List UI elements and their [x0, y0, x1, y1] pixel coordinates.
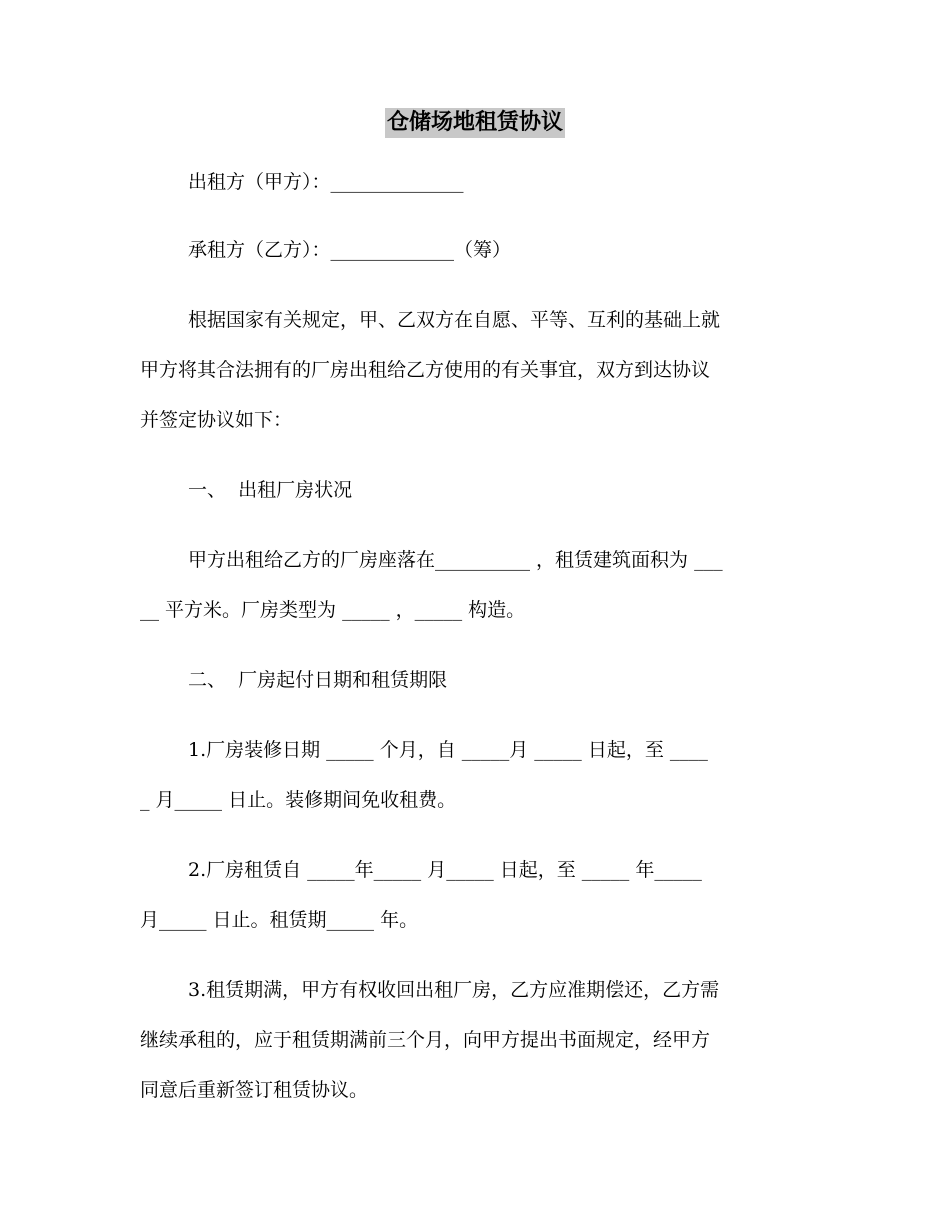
preamble-line-1: 根据国家有关规定，甲、乙双方在自愿、平等、互利的基础上就 [188, 309, 721, 331]
clause-3-line-2: 继续承租的，应于租赁期满前三个月，向甲方提出书面规定，经甲方 [140, 1029, 711, 1051]
document-title: 仓储场地租赁协议 [385, 108, 565, 138]
premises-line-2: __ 平方米。厂房类型为 _____ ，_____ 构造。 [140, 599, 526, 621]
preamble-line-3: 并签定协议如下： [140, 409, 293, 431]
clause-3-line-3: 同意后重新签订租赁协议。 [140, 1079, 369, 1101]
clause-2-line-1: 2.厂房租赁自 _____年_____ 月_____ 日起，至 _____ 年_____ [188, 859, 702, 881]
preamble-line-2: 甲方将其合法拥有的厂房出租给乙方使用的有关事宜，双方到达协议 [140, 359, 711, 381]
clause-2-line-2: 月_____ 日止。租赁期_____ 年。 [140, 909, 419, 931]
premises-line-1: 甲方出租给乙方的厂房座落在__________ ，租赁建筑面积为 ___ [188, 549, 723, 571]
lessor-line: 出租方（甲方）：______________ [188, 171, 464, 193]
clause-1-line-2: _ 月_____ 日止。装修期间免收租费。 [140, 789, 457, 811]
clause-1-line-1: 1.厂房装修日期 _____ 个月，自 _____月 _____ 日起，至 ____ [188, 739, 708, 761]
lessee-line: 承租方（乙方）：_____________（筹） [188, 239, 512, 261]
section-heading-1: 一、 出租厂房状况 [188, 479, 353, 501]
clause-3-line-1: 3.租赁期满，甲方有权收回出租厂房，乙方应准期偿还，乙方需 [188, 979, 720, 1001]
section-heading-2: 二、 厂房起付日期和租赁期限 [188, 669, 448, 691]
